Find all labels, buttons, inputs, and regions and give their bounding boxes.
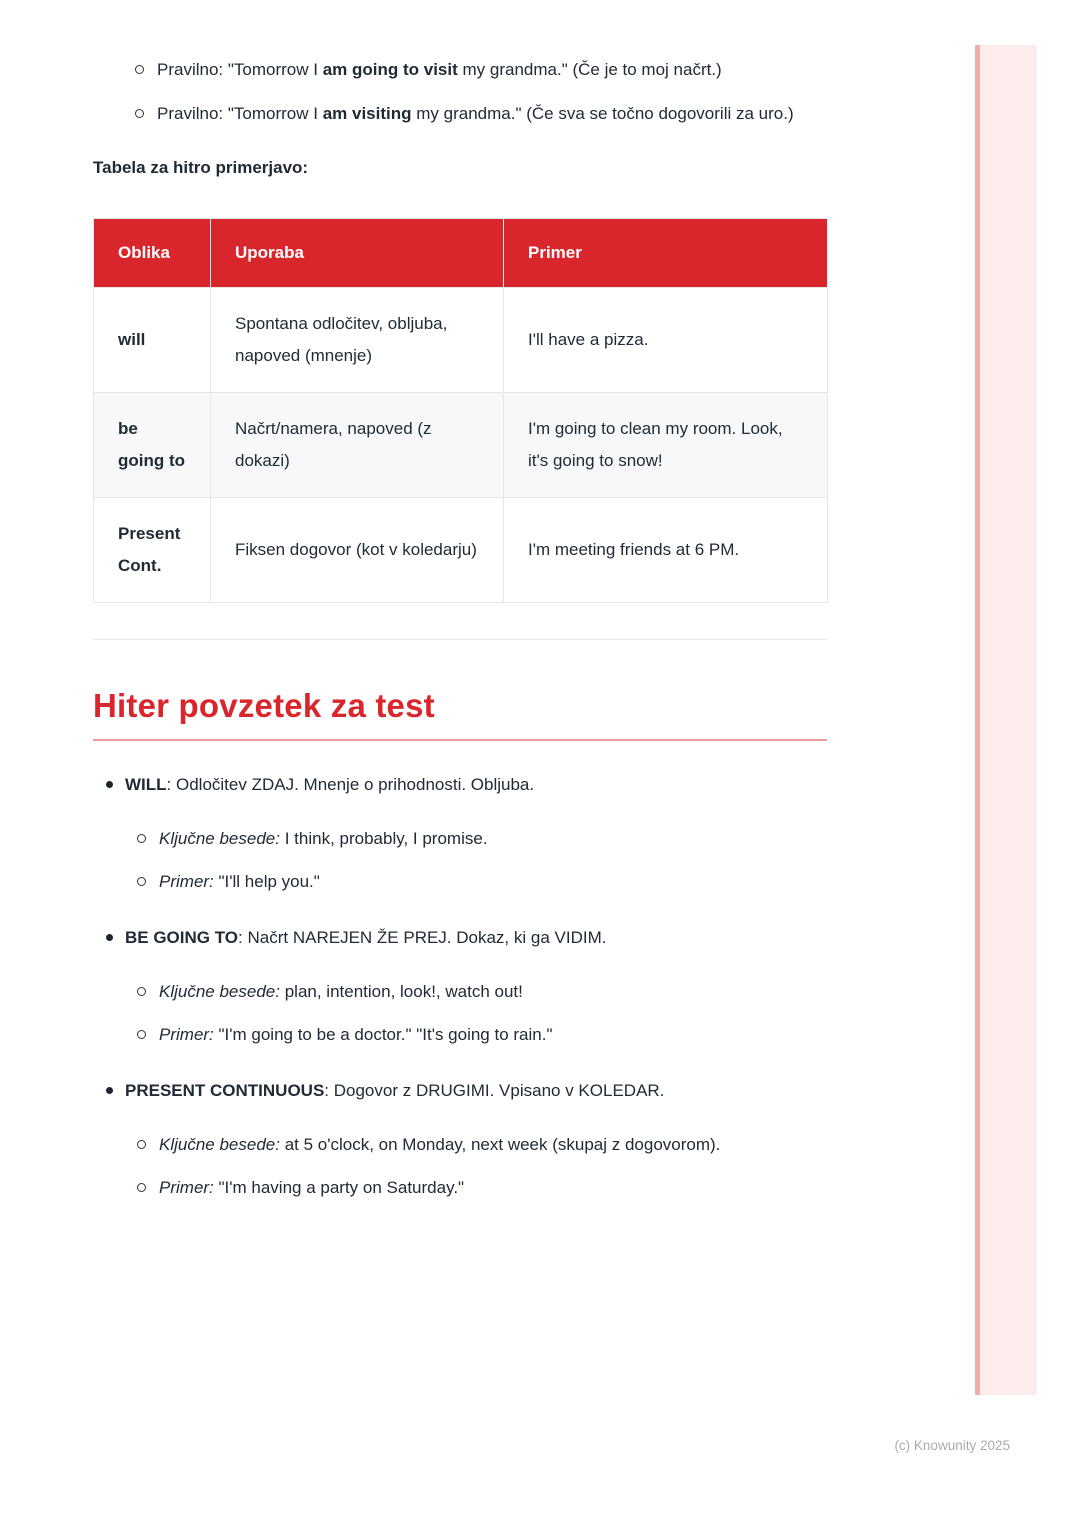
cell-example: I'm going to clean my room. Look, it's going to snow! bbox=[504, 393, 828, 498]
bullet-circle-icon bbox=[135, 65, 144, 74]
sub-label: Primer: bbox=[159, 1178, 214, 1197]
list-item-text bbox=[125, 769, 534, 801]
list-item-text bbox=[159, 1129, 720, 1161]
term-rest: : Dogovor z DRUGIMI. Vpisano v KOLEDAR. bbox=[324, 1081, 665, 1100]
list-item bbox=[137, 1172, 827, 1204]
sub-label: Ključne besede: bbox=[159, 1135, 280, 1154]
page-title: Hiter povzetek za test bbox=[93, 687, 435, 724]
page-accent-stripe bbox=[975, 45, 1037, 1395]
list-item bbox=[93, 922, 827, 1051]
summary-list bbox=[93, 769, 827, 1204]
sub-list bbox=[93, 976, 827, 1051]
list-item bbox=[137, 1129, 827, 1161]
list-item-head bbox=[106, 1075, 827, 1107]
text-segment-bold: am going to visit bbox=[322, 60, 458, 79]
list-item bbox=[93, 1075, 827, 1204]
term-bold: WILL bbox=[125, 775, 167, 794]
bullet-circle-icon bbox=[137, 987, 146, 996]
list-item-head bbox=[106, 769, 827, 801]
bullet-disc-icon bbox=[106, 1087, 113, 1094]
table-caption: Tabela za hitro primerjavo: bbox=[93, 158, 309, 177]
cell-usage: Fiksen dogovor (kot v koledarju) bbox=[211, 498, 504, 603]
intro-bullet-list bbox=[93, 54, 827, 130]
text-segment: Pravilno: "Tomorrow I bbox=[157, 60, 323, 79]
list-item-text bbox=[159, 866, 320, 898]
cell-usage: Načrt/namera, napoved (z dokazi) bbox=[211, 393, 504, 498]
bullet-disc-icon bbox=[106, 934, 113, 941]
sub-rest: at 5 o'clock, on Monday, next week (skupaj z dogovorom). bbox=[279, 1135, 721, 1154]
list-item-text bbox=[125, 1075, 664, 1107]
text-segment-bold: am visiting bbox=[322, 104, 412, 123]
list-item bbox=[137, 976, 827, 1008]
list-item bbox=[137, 823, 827, 855]
list-item-text bbox=[157, 98, 794, 130]
cell-form: Present Cont. bbox=[94, 498, 211, 603]
sub-rest: "I'm going to be a doctor." "It's going to rain." bbox=[213, 1025, 553, 1044]
text-segment: my grandma." (Če sva se točno dogovorili za uro.) bbox=[411, 104, 794, 123]
bullet-circle-icon bbox=[137, 834, 146, 843]
text-segment: my grandma." (Če je to moj načrt.) bbox=[457, 60, 722, 79]
list-item-text bbox=[159, 976, 523, 1008]
term-rest: : Načrt NAREJEN ŽE PREJ. Dokaz, ki ga VIDIM. bbox=[238, 928, 607, 947]
cell-form: will bbox=[94, 288, 211, 393]
table-row bbox=[94, 393, 828, 498]
sub-label: Ključne besede: bbox=[159, 982, 280, 1001]
list-item bbox=[137, 866, 827, 898]
table-header-row bbox=[94, 219, 828, 288]
column-header-primer: Primer bbox=[504, 219, 828, 288]
bullet-circle-icon bbox=[137, 1140, 146, 1149]
list-item-head bbox=[106, 922, 827, 954]
sub-rest: "I'm having a party on Saturday." bbox=[213, 1178, 465, 1197]
list-item-text bbox=[125, 922, 606, 954]
list-item-text bbox=[159, 823, 488, 855]
column-header-uporaba: Uporaba bbox=[211, 219, 504, 288]
list-item bbox=[135, 54, 827, 86]
cell-usage: Spontana odločitev, obljuba, napoved (mnenje) bbox=[211, 288, 504, 393]
bullet-circle-icon bbox=[137, 1030, 146, 1039]
bullet-circle-icon bbox=[137, 877, 146, 886]
bullet-circle-icon bbox=[135, 109, 144, 118]
list-item-text bbox=[159, 1172, 464, 1204]
list-item bbox=[137, 1019, 827, 1051]
list-item bbox=[135, 98, 827, 130]
text-segment: Pravilno: "Tomorrow I bbox=[157, 104, 323, 123]
bullet-disc-icon bbox=[106, 781, 113, 788]
cell-form: be going to bbox=[94, 393, 211, 498]
document-content bbox=[93, 54, 827, 1228]
term-bold: PRESENT CONTINUOUS bbox=[125, 1081, 325, 1100]
comparison-table bbox=[93, 218, 828, 603]
list-item-text bbox=[159, 1019, 553, 1051]
sub-list bbox=[93, 823, 827, 898]
title-underline bbox=[93, 739, 827, 741]
bullet-circle-icon bbox=[137, 1183, 146, 1192]
term-bold: BE GOING TO bbox=[125, 928, 239, 947]
term-rest: : Odločitev ZDAJ. Mnenje o prihodnosti. Obljuba. bbox=[166, 775, 535, 794]
sub-label: Primer: bbox=[159, 872, 214, 891]
list-item bbox=[93, 769, 827, 898]
cell-example: I'm meeting friends at 6 PM. bbox=[504, 498, 828, 603]
table-row bbox=[94, 288, 828, 393]
column-header-oblika: Oblika bbox=[94, 219, 211, 288]
sub-label: Ključne besede: bbox=[159, 829, 280, 848]
cell-example: I'll have a pizza. bbox=[504, 288, 828, 393]
sub-label: Primer: bbox=[159, 1025, 214, 1044]
list-item-text bbox=[157, 54, 722, 86]
sub-rest: "I'll help you." bbox=[213, 872, 320, 891]
sub-rest: I think, probably, I promise. bbox=[279, 829, 488, 848]
sub-rest: plan, intention, look!, watch out! bbox=[279, 982, 523, 1001]
section-divider bbox=[93, 639, 827, 640]
copyright-notice: (c) Knowunity 2025 bbox=[894, 1438, 1010, 1453]
sub-list bbox=[93, 1129, 827, 1204]
table-row bbox=[94, 498, 828, 603]
